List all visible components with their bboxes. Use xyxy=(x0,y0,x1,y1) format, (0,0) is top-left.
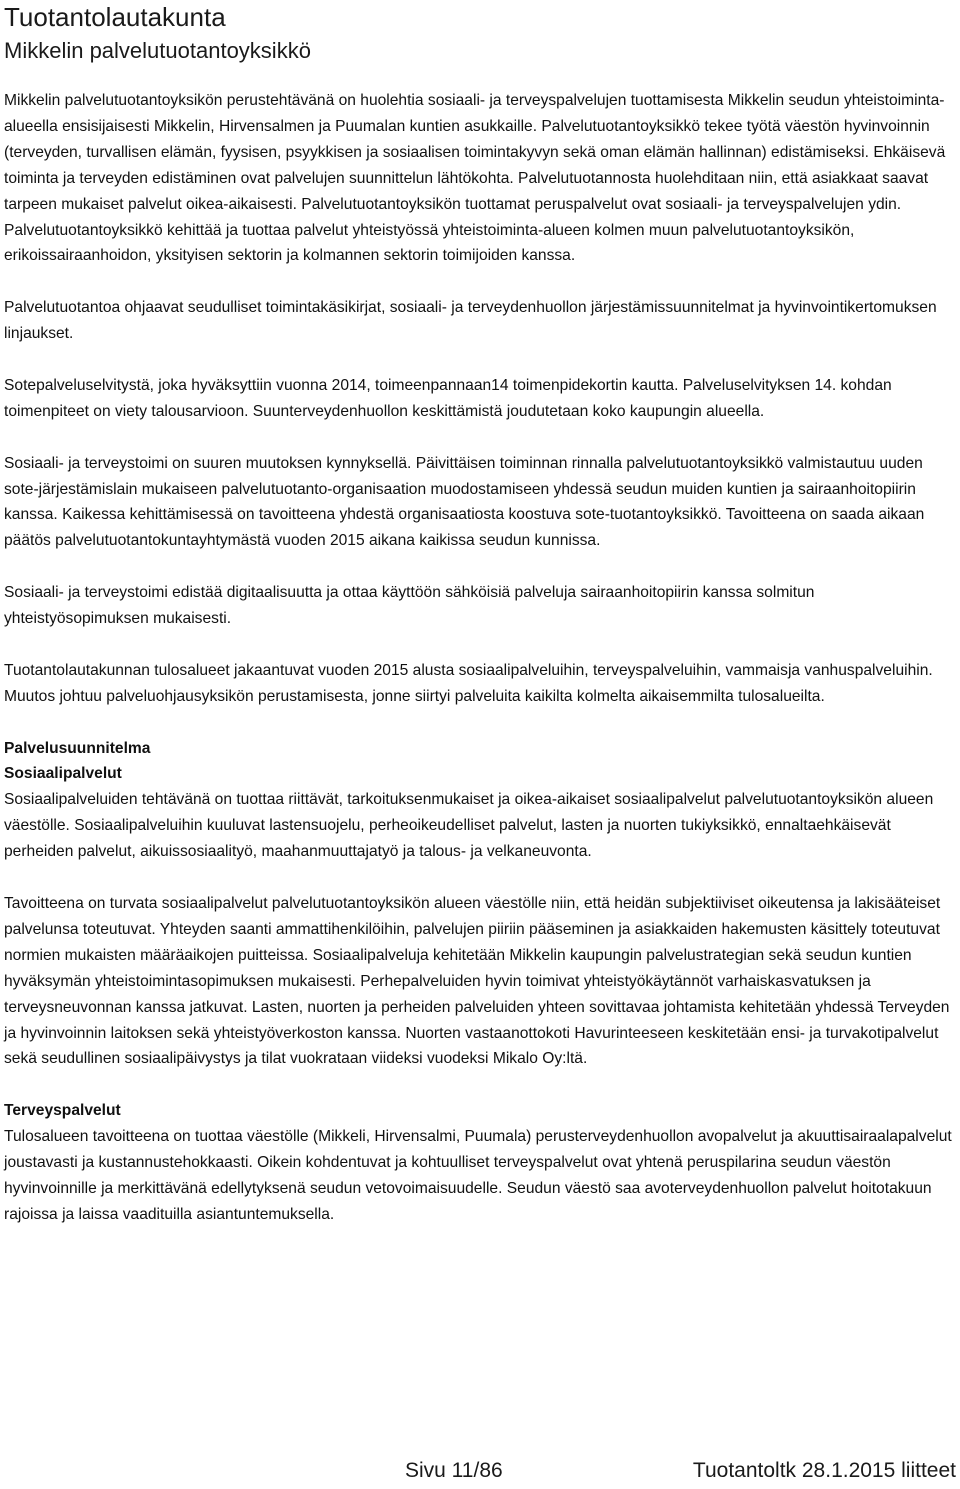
paragraph-reform: Sosiaali- ja terveystoimi on suuren muutoksen kynnyksellä. Päivittäisen toiminnan rinnalla palvelutuotantoyksikkö valmistautuu uuden sote-järjestämislain mukaiseen palvelutuotanto-organisaation muodostamiseen yhdessä seudun muiden kuntien ja sairaanhoitopiirin kanssa. Kaikessa kehittämisessä on tavoitteena yhdestä organisaatiosta koostuva sote-tuotantoyksikkö. Tavoitteena on saada aikaan päätös palvelutuotantokuntayhtymästä vuoden 2015 aikana kaikissa seudun kunnissa. xyxy=(4,454,925,550)
paragraph-social-services-task: Sosiaalipalveluiden tehtävänä on tuottaa riittävät, tarkoituksenmukaiset ja oikea-aikaiset sosiaalipalvelut palvelutuotantoyksikön alueen väestölle. Sosiaalipalveluihin kuuluvat lastensuojelu, perheoikeudelliset palvelut, lasten ja nuorten tukiyksikkö, ennaltaehkäisevät perheiden palvelut, aikuissosiaalityö, maahanmuuttajatyö ja talous- ja velkaneuvonta. xyxy=(4,791,934,861)
document-body xyxy=(4,88,952,1228)
paragraph-digitalisation: Sosiaali- ja terveystoimi edistää digitaalisuutta ja ottaa käyttöön sähköisiä palveluja sairaanhoitopiirin kanssa solmitun yhteistyösopimuksen mukaisesti. xyxy=(4,584,815,628)
paragraph-health-services: Tulosalueen tavoitteena on tuottaa väestölle (Mikkeli, Hirvensalmi, Puumala) perusterveydenhuollon avopalvelut ja akuuttisairaalapalvelut joustavasti ja kustannustehokkaasti. Oikein kohdentuvat ja kohtuulliset terveyspalvelut ovat yhtenä peruspilarina seudun väestön hyvinvoinnille ja merkittävänä edellytyksenä seudun vetovoimaisuudelle. Seudun väestö saa avoterveydenhuollon palvelut hoitotakuun rajoissa ja laissa vaadituilla asiantuntemuksella. xyxy=(4,1128,952,1223)
document-reference: Tuotantoltk 28.1.2015 liitteet xyxy=(692,1459,956,1482)
section-heading-service-plan: Palvelusuunnitelma xyxy=(4,739,151,757)
paragraph-result-areas: Tuotantolautakunnan tulosalueet jakaantuvat vuoden 2015 alusta sosiaalipalveluihin, terveyspalveluihin, vammaisja vanhuspalveluihin. Muutos johtuu palveluohjausyksikön perustamisesta, jonne siirtyi palveluita kaikilta kolmelta aikaisemmilta tulosalueilta. xyxy=(4,661,933,705)
section-heading-health-services: Terveyspalvelut xyxy=(4,1102,121,1120)
paragraph-social-services-goals: Tavoitteena on turvata sosiaalipalvelut palvelutuotantoyksikön alueen väestölle niin, että heidän subjektiiviset oikeutensa ja lakisääteiset palvelunsa toteutuvat. Yhteyden saanti ammattihenkilöihin, palvelujen piiriin pääseminen ja asiakkaiden hakemusten käsittely toteutuvat normien mukaisten määräaikojen puitteissa. Sosiaalipalveluja kehitetään Mikkelin kaupungin palvelustrategian sekä seudun kuntien hyväksymän yhteistoimintasopimuksen mukaisesti. Perhepalveluiden hyvin toimivat yhteistyökäytännöt varhaiskasvatuksen ja terveysneuvonnan kanssa jatkuvat. Lasten, nuorten ja perheiden palveluiden yhteen sovittavaa johtamista kehitetään yhdessä Terveyden ja hyvinvoinnin laitoksen sekä yhteistyöverkoston kanssa. Nuorten vastaanottokoti Havurinteeseen keskitetään ensi- ja turvakotipalvelut sekä seudullinen sosiaalipäivystys ja tilat vuokrataan viideksi vuodeksi Mikalo Oy:ltä. xyxy=(4,894,950,1068)
section-heading-social-services: Sosiaalipalvelut xyxy=(4,765,122,783)
paragraph-guidance: Palvelutuotantoa ohjaavat seudulliset toimintakäsikirjat, sosiaali- ja terveydenhuollon järjestämissuunnitelmat ja hyvinvointikertomuksen linjaukset. xyxy=(4,299,937,343)
paragraph-service-survey: Sotepalveluselvitystä, joka hyväksyttiin vuonna 2014, toimeenpannaan14 toimenpidekortin kautta. Palveluselvityksen 14. kohdan toimenpiteet on viety talousarvioon. Suunterveydenhuollon keskittämistä joudutetaan koko kaupungin alueella. xyxy=(4,376,892,420)
paragraph-unit-mission: Mikkelin palvelutuotantoyksikön perustehtävänä on huolehtia sosiaali- ja terveyspalvelujen tuottamisesta Mikkelin seudun yhteistoiminta-alueella ensisijaisesti Mikkelin, Hirvensalmen ja Puumalan kuntien asukkaille. Palvelutuotantoyksikkö tekee työtä väestön hyvinvoinnin (terveyden, turvallisen elämän, fyysisen, psyykkisen ja sosiaalisen toimintakyvyn sekä oman elämän hallinnan) edistämiseksi. Ehkäisevä toiminta ja terveyden edistäminen ovat palvelujen suunnittelun lähtökohta. Palvelutuotannosta huolehditaan niin, että asiakkaat saavat tarpeen mukaiset palvelut oikea-aikaisesti. Palvelutuotantoyksikön tuottamat peruspalvelut ovat sosiaali- ja terveyspalvelujen ydin. Palvelutuotantoyksikkö kehittää ja tuottaa palvelut yhteistyössä yhteistoiminta-alueen kolmen muun palvelutuotantoyksikön, erikoissairaanhoidon, yksityisen sektorin ja kolmannen sektorin toimijoiden kanssa. xyxy=(4,92,946,265)
page-subtitle: Mikkelin palvelutuotantoyksikkö xyxy=(4,38,311,63)
page-number: Sivu 11/86 xyxy=(405,1459,503,1482)
page-title: Tuotantolautakunta xyxy=(4,2,226,32)
